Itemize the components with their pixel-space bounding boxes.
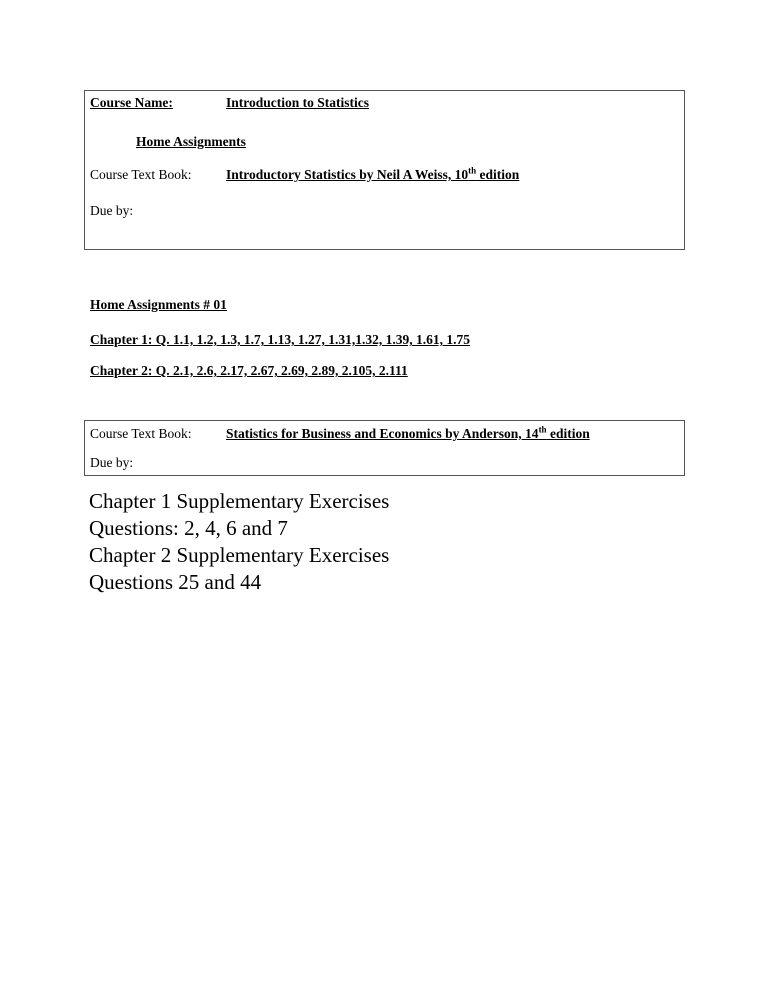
due-by2-label: Due by: (90, 455, 134, 470)
course-name-label: Course Name: (90, 95, 173, 110)
textbook-value: Introductory Statistics by Neil A Weiss, 10th edition (226, 165, 520, 182)
assignments-heading: Home Assignments # 01 (90, 297, 227, 312)
home-assignments-heading: Home Assignments (136, 134, 246, 149)
textbook2-label: Course Text Book: (90, 426, 192, 441)
course-name-value: Introduction to Statistics (226, 95, 370, 110)
textbook-label: Course Text Book: (90, 167, 192, 182)
supplementary-line-3: Chapter 2 Supplementary Exercises (89, 543, 390, 567)
textbook2-value: Statistics for Business and Economics by Anderson, 14th edition (226, 424, 590, 441)
chapter1-questions: Chapter 1: Q. 1.1, 1.2, 1.3, 1.7, 1.13, 1.27, 1.31,1.32, 1.39, 1.61, 1.75 (90, 332, 470, 347)
supplementary-line-4: Questions 25 and 44 (89, 570, 262, 594)
supplementary-line-2: Questions: 2, 4, 6 and 7 (89, 516, 288, 540)
due-by-label: Due by: (90, 203, 134, 218)
chapter2-questions: Chapter 2: Q. 2.1, 2.6, 2.17, 2.67, 2.69, 2.89, 2.105, 2.111 (90, 363, 408, 378)
supplementary-line-1: Chapter 1 Supplementary Exercises (89, 489, 390, 513)
